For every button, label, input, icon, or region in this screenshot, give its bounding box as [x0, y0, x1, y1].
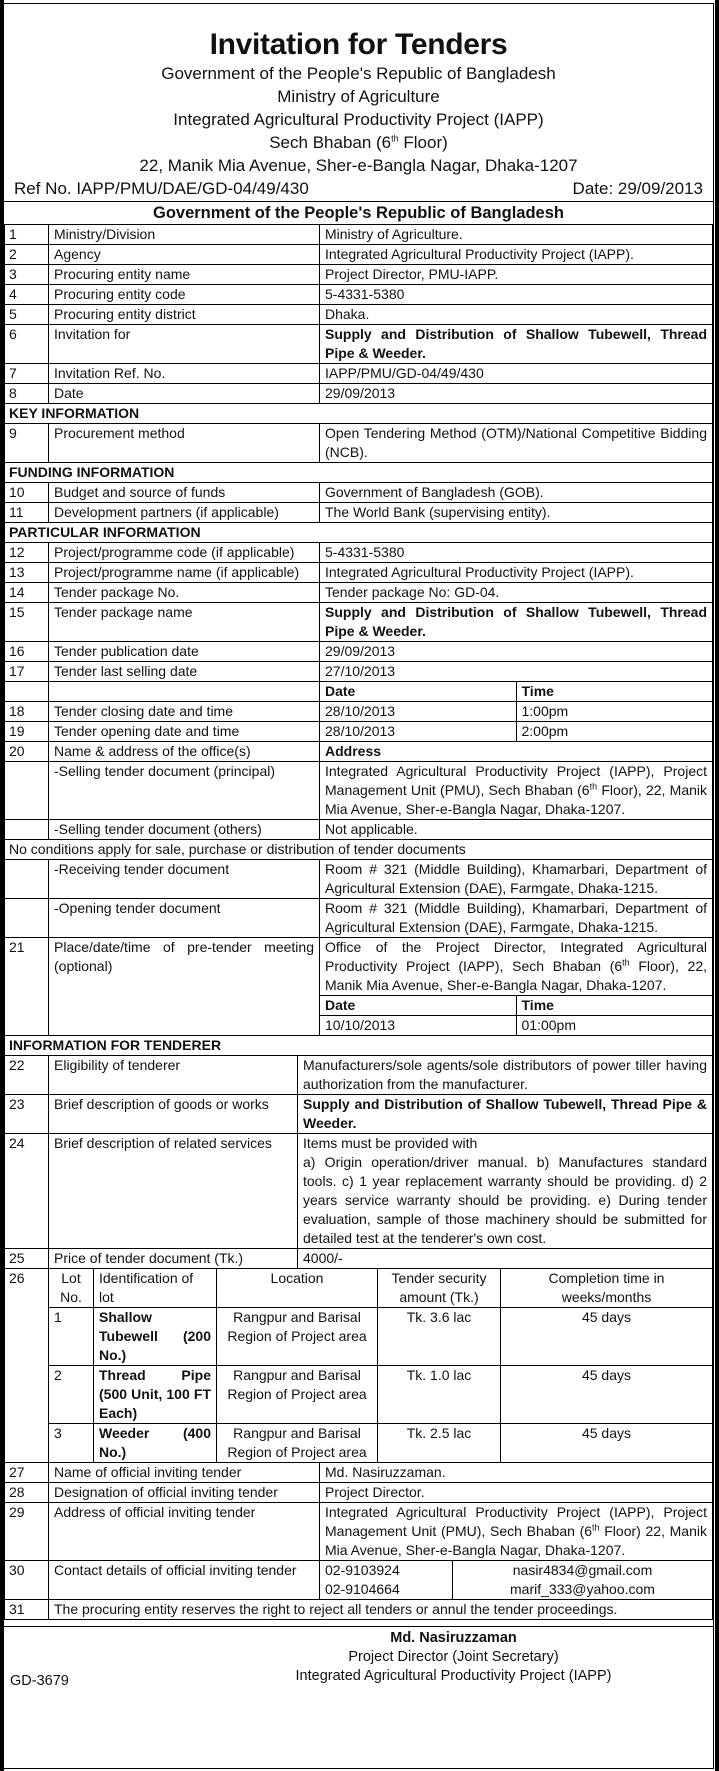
table-row: 4 Procuring entity code 5-4331-5380	[5, 285, 713, 305]
page-title: Invitation for Tenders	[209, 28, 508, 61]
table-row: 20 Name & address of the office(s) Address	[5, 742, 713, 762]
table-row: 29 Address of official inviting tender Integrated Agricultural Productivity Project (IAPP), Project Management Unit (PMU), Sech Bhaban (6th Floor) 22, Manik Mia Avenue, Sher-e-Bangla Nagar, Dhaka-1207.	[5, 1503, 713, 1561]
table-row: -Opening tender document Room # 321 (Middle Building), Khamarbari, Department of Agricultural Extension (DAE), Farmgate, Dhaka-1215.	[5, 899, 713, 938]
section-heading: KEY INFORMATION	[5, 404, 713, 424]
main-table	[4, 224, 713, 1056]
ministry-line: Ministry of Agriculture	[277, 87, 440, 106]
table-row: 10 Budget and source of funds Government of Bangladesh (GOB).	[5, 483, 713, 503]
table-row: 2 Agency Integrated Agricultural Productivity Project (IAPP).	[5, 245, 713, 265]
lots-table	[4, 1269, 713, 1463]
government-line: Government of the People's Republic of Bangladesh	[161, 64, 556, 83]
table-row: -Receiving tender document Room # 321 (Middle Building), Khamarbari, Department of Agricultural Extension (DAE), Farmgate, Dhaka-1215.	[5, 860, 713, 899]
table-row: 1 Ministry/Division Ministry of Agriculture.	[5, 225, 713, 245]
ref-date: Date: 29/09/2013	[572, 179, 703, 198]
project-line: Integrated Agricultural Productivity Project (IAPP)	[173, 110, 544, 129]
table-row: 19 Tender opening date and time 28/10/2013 2:00pm	[5, 722, 713, 742]
official-table	[4, 1463, 713, 1620]
table-row: 16 Tender publication date 29/09/2013	[5, 642, 713, 662]
table-row: 28 Designation of official inviting tender Project Director.	[5, 1483, 713, 1503]
table-row: 22 Eligibility of tenderer Manufacturers/sole agents/sole distributors of power tiller having authorization from the manufacturer.	[5, 1056, 713, 1095]
section-heading: PARTICULAR INFORMATION	[5, 523, 713, 543]
table-row: 9 Procurement method Open Tendering Method (OTM)/National Competitive Bidding (NCB).	[5, 424, 713, 463]
table-row: 8 Date 29/09/2013	[5, 384, 713, 404]
date-time-table: Date Time	[320, 682, 712, 701]
table-row: 3 Procuring entity name Project Director, PMU-IAPP.	[5, 265, 713, 285]
signature-block	[4, 1626, 713, 1693]
table-row: 21 Place/date/time of pre-tender meeting (optional) Office of the Project Director, Integrated Agricultural Productivity Project (IAPP), Sech Bhaban (6th Floor), 22, Manik Mia Avenue, Sher-e-Bangla Nagar, Dhaka-1207.	[5, 938, 713, 996]
lot-row: 1 Shallow Tubewell (200 No.) Rangpur and Barisal Region of Project area Tk. 3.6 lac 45 days	[5, 1308, 713, 1366]
reference-row	[4, 177, 713, 201]
table-row: 23 Brief description of goods or works Supply and Distribution of Shallow Tubewell, Thread Pipe & Weeder.	[5, 1095, 713, 1134]
table-row: -Selling tender document (principal) Integrated Agricultural Productivity Project (IAPP), Project Management Unit (PMU), Sech Bhaban (6th Floor), 22, Manik Mia Avenue, Sher-e-Bangla Nagar, Dhaka-1207.	[5, 762, 713, 820]
signatory-name: Md. Nasiruzzaman	[390, 1630, 517, 1646]
phone-1: 02-9103924	[325, 1562, 400, 1578]
table-row: 5 Procuring entity district Dhaka.	[5, 305, 713, 325]
table-row: 14 Tender package No. Tender package No: GD-04.	[5, 583, 713, 603]
address-line: 22, Manik Mia Avenue, Sher-e-Bangla Nagar, Dhaka-1207	[139, 156, 578, 175]
table-row: 7 Invitation Ref. No. IAPP/PMU/GD-04/49/430	[5, 364, 713, 384]
email-2: marif_333@yahoo.com	[510, 1581, 655, 1597]
phone-2: 02-9104664	[325, 1581, 400, 1597]
section-heading: INFORMATION FOR TENDERER	[5, 1036, 713, 1056]
ref-number: Ref No. IAPP/PMU/DAE/GD-04/49/430	[14, 179, 309, 198]
table-row: 10/10/2013 01:00pm	[5, 1016, 713, 1036]
email-1: nasir4834@gmail.com	[512, 1562, 653, 1578]
tenderer-table	[4, 1056, 713, 1269]
table-row: Date Time	[5, 996, 713, 1016]
table-row: 27 Name of official inviting tender Md. Nasiruzzaman.	[5, 1463, 713, 1483]
table-row: 30 Contact details of official inviting tender 02-9103924 02-9104664 nasir4834@gmail.com marif_333@yahoo.com	[5, 1561, 713, 1600]
table-banner: Government of the People's Republic of Bangladesh	[4, 201, 713, 224]
section-heading: FUNDING INFORMATION	[5, 463, 713, 483]
table-row: 17 Tender last selling date 27/10/2013	[5, 662, 713, 682]
header	[4, 4, 713, 177]
table-row: 13 Project/programme name (if applicable) Integrated Agricultural Productivity Project (IAPP).	[5, 563, 713, 583]
table-row: 6 Invitation for Supply and Distribution of Shallow Tubewell, Thread Pipe & Weeder.	[5, 325, 713, 364]
table-row: 12 Project/programme code (if applicable) 5-4331-5380	[5, 543, 713, 563]
table-row	[5, 682, 713, 702]
table-row: 24 Brief description of related services Items must be provided with a) Origin operation/driver manual. b) Manufactures standard tools. c) 1 year replacement warranty should be providing. d) 2 years service warranty should be providing. e) During tender evaluation, sample of those machinery should be submitted for detailed test at the tenderer's own cost.	[5, 1134, 713, 1249]
right-page-edge	[715, 0, 719, 1771]
signatory-designation: Project Director (Joint Secretary)	[348, 1649, 559, 1665]
table-row: 25 Price of tender document (Tk.) 4000/-	[5, 1249, 713, 1269]
table-row: 18 Tender closing date and time 28/10/2013 1:00pm	[5, 702, 713, 722]
table-row: 15 Tender package name Supply and Distribution of Shallow Tubewell, Thread Pipe & Weeder.	[5, 603, 713, 642]
table-row: -Selling tender document (others) Not applicable.	[5, 820, 713, 840]
tender-notice	[3, 3, 714, 1769]
table-row: 31 The procuring entity reserves the right to reject all tenders or annul the tender proceedings.	[5, 1600, 713, 1620]
lot-row: 3 Weeder (400 No.) Rangpur and Barisal Region of Project area Tk. 2.5 lac 45 days	[5, 1424, 713, 1463]
lot-row: 2 Thread Pipe (500 Unit, 100 FT Each) Rangpur and Barisal Region of Project area Tk. 1.0 lac 45 days	[5, 1366, 713, 1424]
table-row: 26 Lot No. Identification of lot Location Tender security amount (Tk.) Completion time in weeks/months	[5, 1269, 713, 1308]
signatory-org: Integrated Agricultural Productivity Project (IAPP)	[295, 1668, 612, 1684]
building-line: Sech Bhaban (6th Floor)	[269, 133, 448, 152]
table-row: 11 Development partners (if applicable) The World Bank (supervising entity).	[5, 503, 713, 523]
table-row: No conditions apply for sale, purchase or distribution of tender documents	[5, 840, 713, 860]
gd-code: GD-3679	[10, 1673, 69, 1689]
